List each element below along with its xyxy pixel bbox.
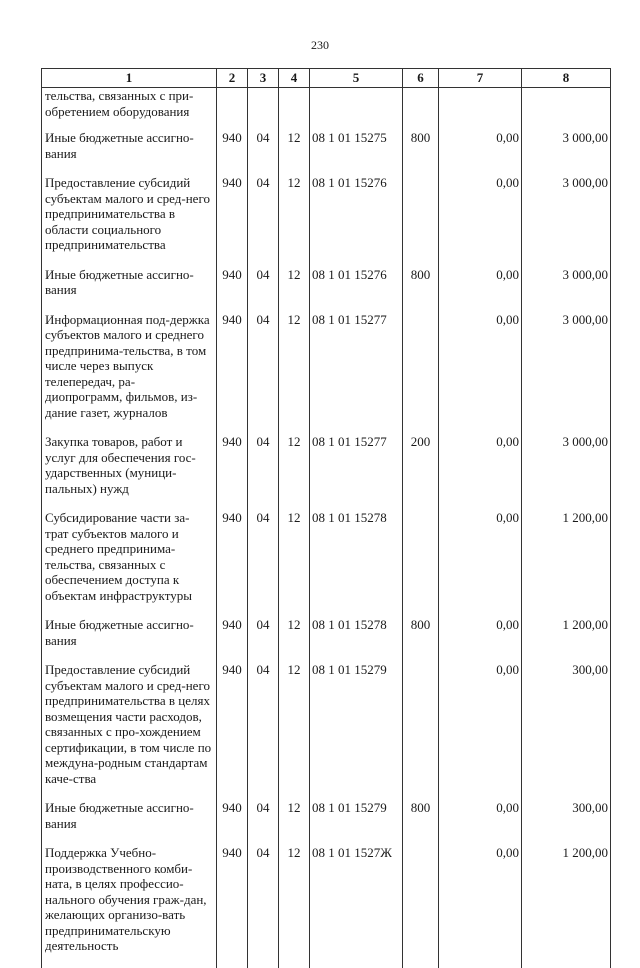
spacer-cell <box>522 253 611 267</box>
spacer-cell <box>42 298 217 312</box>
spacer-cell <box>403 253 439 267</box>
spacer-cell <box>42 119 217 130</box>
column-header: 7 <box>439 69 522 88</box>
row-spacer <box>42 786 611 800</box>
row-name: Закупка товаров, работ и услуг для обеспечения гос-ударственных (муници-пальных) нужд <box>42 434 217 496</box>
spacer-cell <box>522 420 611 434</box>
spacer-cell <box>248 119 279 130</box>
spacer-cell <box>403 648 439 662</box>
table-row <box>42 510 611 603</box>
column-header: 4 <box>279 69 310 88</box>
spacer-cell <box>439 298 522 312</box>
spacer-cell <box>439 119 522 130</box>
amount-col8: 1 200,00 <box>522 617 611 648</box>
row-spacer <box>42 603 611 617</box>
row-spacer <box>42 420 611 434</box>
expense-type-code: 800 <box>403 267 439 298</box>
spacer-cell <box>248 496 279 510</box>
spacer-cell <box>248 954 279 968</box>
amount-col8: 3 000,00 <box>522 434 611 496</box>
section-code: 04 <box>248 267 279 298</box>
spacer-cell <box>279 161 310 175</box>
spacer-cell <box>248 161 279 175</box>
amount-col8: 3 000,00 <box>522 267 611 298</box>
spacer-cell <box>248 298 279 312</box>
amount-col7: 0,00 <box>439 800 522 831</box>
amount-col7 <box>439 88 522 120</box>
target-article-code: 08 1 01 15275 <box>310 130 403 161</box>
admin-code: 940 <box>217 845 248 954</box>
amount-col8: 300,00 <box>522 662 611 786</box>
amount-col7: 0,00 <box>439 312 522 421</box>
spacer-cell <box>522 831 611 845</box>
spacer-cell <box>439 648 522 662</box>
amount-col7: 0,00 <box>439 130 522 161</box>
amount-col7: 0,00 <box>439 267 522 298</box>
target-article-code: 08 1 01 15276 <box>310 175 403 253</box>
row-spacer <box>42 253 611 267</box>
column-header: 5 <box>310 69 403 88</box>
row-spacer <box>42 119 611 130</box>
amount-col8: 1 200,00 <box>522 510 611 603</box>
spacer-cell <box>439 786 522 800</box>
amount-col7: 0,00 <box>439 662 522 786</box>
table-row <box>42 845 611 954</box>
subsection-code: 12 <box>279 312 310 421</box>
section-code: 04 <box>248 175 279 253</box>
expense-type-code <box>403 845 439 954</box>
amount-col7: 0,00 <box>439 175 522 253</box>
amount-col8 <box>522 88 611 120</box>
spacer-cell <box>42 954 217 968</box>
amount-col8: 1 200,00 <box>522 845 611 954</box>
admin-code: 940 <box>217 800 248 831</box>
spacer-cell <box>279 786 310 800</box>
row-spacer <box>42 161 611 175</box>
section-code: 04 <box>248 800 279 831</box>
amount-col8: 3 000,00 <box>522 130 611 161</box>
admin-code: 940 <box>217 312 248 421</box>
spacer-cell <box>279 119 310 130</box>
admin-code: 940 <box>217 175 248 253</box>
spacer-cell <box>403 954 439 968</box>
admin-code: 940 <box>217 267 248 298</box>
spacer-cell <box>310 119 403 130</box>
table-row <box>42 617 611 648</box>
row-spacer <box>42 831 611 845</box>
amount-col8: 3 000,00 <box>522 312 611 421</box>
spacer-cell <box>279 253 310 267</box>
row-name: Субсидирование части за-трат субъектов малого и среднего предпринима-тельства, связанных с обеспечением доступа к объектам инфраструктуры <box>42 510 217 603</box>
section-code: 04 <box>248 312 279 421</box>
spacer-cell <box>522 648 611 662</box>
expense-type-code <box>403 175 439 253</box>
spacer-cell <box>217 648 248 662</box>
admin-code: 940 <box>217 617 248 648</box>
section-code <box>248 88 279 120</box>
admin-code: 940 <box>217 662 248 786</box>
spacer-cell <box>248 831 279 845</box>
row-spacer <box>42 298 611 312</box>
amount-col7: 0,00 <box>439 434 522 496</box>
expense-type-code: 800 <box>403 130 439 161</box>
spacer-cell <box>279 831 310 845</box>
row-name: Иные бюджетные ассигно-вания <box>42 130 217 161</box>
section-code: 04 <box>248 434 279 496</box>
spacer-cell <box>248 420 279 434</box>
spacer-cell <box>279 496 310 510</box>
admin-code: 940 <box>217 130 248 161</box>
spacer-cell <box>522 603 611 617</box>
column-header: 3 <box>248 69 279 88</box>
table-row <box>42 175 611 253</box>
spacer-cell <box>42 420 217 434</box>
admin-code: 940 <box>217 510 248 603</box>
row-name: тельства, связанных с при-обретением оборудования <box>42 88 217 120</box>
subsection-code: 12 <box>279 434 310 496</box>
expense-type-code: 800 <box>403 800 439 831</box>
spacer-cell <box>439 161 522 175</box>
amount-col7: 0,00 <box>439 510 522 603</box>
section-code: 04 <box>248 130 279 161</box>
page-number: 230 <box>311 38 329 52</box>
spacer-cell <box>403 603 439 617</box>
spacer-cell <box>217 253 248 267</box>
spacer-cell <box>310 603 403 617</box>
spacer-cell <box>217 954 248 968</box>
target-article-code: 08 1 01 15277 <box>310 434 403 496</box>
row-name: Поддержка Учебно-производственного комби-ната, в целях профессио-нального обучения граж-дан, желающих организо-вать предпринимательскую деятельность <box>42 845 217 954</box>
budget-table <box>41 68 611 968</box>
spacer-cell <box>310 161 403 175</box>
spacer-cell <box>310 786 403 800</box>
table-body <box>42 88 611 968</box>
spacer-cell <box>279 420 310 434</box>
spacer-cell <box>522 298 611 312</box>
table-row <box>42 800 611 831</box>
column-header: 8 <box>522 69 611 88</box>
spacer-cell <box>522 496 611 510</box>
spacer-cell <box>439 420 522 434</box>
spacer-cell <box>217 786 248 800</box>
spacer-cell <box>42 496 217 510</box>
table-row <box>42 662 611 786</box>
spacer-cell <box>310 496 403 510</box>
spacer-cell <box>279 954 310 968</box>
subsection-code: 12 <box>279 800 310 831</box>
spacer-cell <box>279 648 310 662</box>
expense-type-code: 200 <box>403 434 439 496</box>
subsection-code: 12 <box>279 130 310 161</box>
subsection-code: 12 <box>279 662 310 786</box>
spacer-cell <box>310 298 403 312</box>
row-name: Иные бюджетные ассигно-вания <box>42 800 217 831</box>
section-code: 04 <box>248 662 279 786</box>
spacer-cell <box>217 831 248 845</box>
target-article-code: 08 1 01 15278 <box>310 617 403 648</box>
spacer-cell <box>310 954 403 968</box>
spacer-cell <box>279 603 310 617</box>
expense-type-code <box>403 88 439 120</box>
spacer-cell <box>439 954 522 968</box>
admin-code: 940 <box>217 434 248 496</box>
spacer-cell <box>403 420 439 434</box>
row-name: Предоставление субсидий субъектам малого и сред-него предпринимательства в области социального предпринимательства <box>42 175 217 253</box>
spacer-cell <box>439 253 522 267</box>
spacer-cell <box>42 161 217 175</box>
spacer-cell <box>248 786 279 800</box>
spacer-cell <box>403 298 439 312</box>
spacer-cell <box>310 253 403 267</box>
table-row <box>42 312 611 421</box>
spacer-cell <box>522 161 611 175</box>
subsection-code: 12 <box>279 845 310 954</box>
row-name: Предоставление субсидий субъектам малого и сред-него предпринимательства в целях возмещения части расходов, связанных с про-хождением сертификации, в том числе по междуна-родным стандартам каче-ства <box>42 662 217 786</box>
column-header: 2 <box>217 69 248 88</box>
column-header: 6 <box>403 69 439 88</box>
target-article-code: 08 1 01 1527Ж <box>310 845 403 954</box>
spacer-cell <box>42 648 217 662</box>
row-spacer <box>42 954 611 968</box>
spacer-cell <box>403 161 439 175</box>
amount-col7: 0,00 <box>439 845 522 954</box>
subsection-code: 12 <box>279 267 310 298</box>
subsection-code: 12 <box>279 617 310 648</box>
spacer-cell <box>248 603 279 617</box>
spacer-cell <box>248 648 279 662</box>
target-article-code: 08 1 01 15277 <box>310 312 403 421</box>
expense-type-code <box>403 312 439 421</box>
target-article-code <box>310 88 403 120</box>
row-spacer <box>42 648 611 662</box>
spacer-cell <box>217 119 248 130</box>
spacer-cell <box>403 831 439 845</box>
spacer-cell <box>217 603 248 617</box>
spacer-cell <box>403 496 439 510</box>
table-row <box>42 434 611 496</box>
target-article-code: 08 1 01 15278 <box>310 510 403 603</box>
spacer-cell <box>42 253 217 267</box>
amount-col8: 3 000,00 <box>522 175 611 253</box>
admin-code <box>217 88 248 120</box>
spacer-cell <box>439 496 522 510</box>
expense-type-code: 800 <box>403 617 439 648</box>
spacer-cell <box>217 298 248 312</box>
table-row <box>42 130 611 161</box>
section-code: 04 <box>248 617 279 648</box>
spacer-cell <box>42 786 217 800</box>
spacer-cell <box>217 161 248 175</box>
subsection-code <box>279 88 310 120</box>
spacer-cell <box>42 603 217 617</box>
subsection-code: 12 <box>279 175 310 253</box>
spacer-cell <box>439 603 522 617</box>
spacer-cell <box>42 831 217 845</box>
row-name: Иные бюджетные ассигно-вания <box>42 267 217 298</box>
row-name: Информационная под-держка субъектов малого и среднего предпринима-тельства, в том числе через выпуск телепередач, ра-диопрограмм, фильмов, из-дание газет, журналов <box>42 312 217 421</box>
target-article-code: 08 1 01 15276 <box>310 267 403 298</box>
amount-col7: 0,00 <box>439 617 522 648</box>
section-code: 04 <box>248 845 279 954</box>
spacer-cell <box>248 253 279 267</box>
spacer-cell <box>310 831 403 845</box>
column-header: 1 <box>42 69 217 88</box>
section-code: 04 <box>248 510 279 603</box>
target-article-code: 08 1 01 15279 <box>310 662 403 786</box>
table-row <box>42 267 611 298</box>
amount-col8: 300,00 <box>522 800 611 831</box>
spacer-cell <box>403 786 439 800</box>
row-spacer <box>42 496 611 510</box>
table-row <box>42 88 611 120</box>
spacer-cell <box>439 831 522 845</box>
spacer-cell <box>279 298 310 312</box>
spacer-cell <box>310 420 403 434</box>
spacer-cell <box>522 786 611 800</box>
expense-type-code <box>403 662 439 786</box>
spacer-cell <box>310 648 403 662</box>
spacer-cell <box>217 420 248 434</box>
target-article-code: 08 1 01 15279 <box>310 800 403 831</box>
table-header-row <box>42 69 611 88</box>
subsection-code: 12 <box>279 510 310 603</box>
spacer-cell <box>522 954 611 968</box>
spacer-cell <box>522 119 611 130</box>
expense-type-code <box>403 510 439 603</box>
row-name: Иные бюджетные ассигно-вания <box>42 617 217 648</box>
spacer-cell <box>403 119 439 130</box>
spacer-cell <box>217 496 248 510</box>
